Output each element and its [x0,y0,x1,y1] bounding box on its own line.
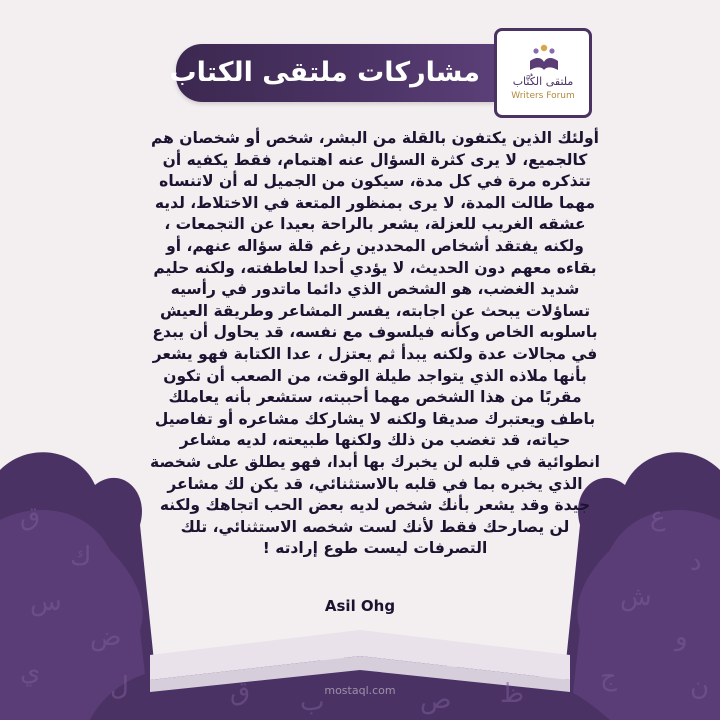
svg-text:ل: ل [110,672,129,702]
svg-text:ش: ش [620,582,652,612]
svg-text:ك: ك [70,542,92,572]
svg-text:ب: ب [300,687,325,717]
svg-text:س: س [30,587,62,617]
post-author: Asil Ohg [324,597,396,615]
svg-text:ق: ق [230,677,251,707]
logo-arabic-text: ملتقى الكُتَّاب [512,75,574,88]
post-body-text: أولئك الذين يكتفون بالقلة من البشر، شخص أو شخصان هم كالجميع، لا يرى كثرة السؤال عنه اهتمام، فقط يكفيه أن تتذكره مرة في كل مدة، سيكون من الجميل له أن لاتنساه مهما طالت المدة، لا يرى بمنظور المتعة في الاختلاط، لديه عشقه الغريب للعزلة، يشعر بالراحة بعيدا عن التجمعات ، ولكنه يفتقد أشخاص المحددين رغم قلة سؤاله عنهم، أو بقاءه معهم دون الحديث، لا يؤدي أحدا لعاطفته، ولكنه حليم شديد الغضب، هو الشخص الذي دائما ماتدور في رأسيه تساؤلات يبحث عن اجابته، يفسر المشاعر وطريقة العيش باسلوبه الخاص وكأنه فيلسوف مع نفسه، قد يحاول أن يبدع في مجالات عدة ولكنه يبدأ ثم يعتزل ، عدا الكتابة فهو يشعر بأنها ملاذه الذي يتواجد طيلة الوقت، من الصعب أن تكون مقربًا من هذا الشخص مهما أحببته، ستشعر بأنه يعاملك باطف ويعتبرك صديقا ولكنه لا يشاركك مشاعره أو تفاصيل حياته، قد تغضب من ذلك ولكنها طبيعته، لديه مشاعر انطوائية في قلبه لن يخبرك بها أبدا، فهو يطلق على شخصة الذي يخبره بما في قلبه بالاستثنائي، قد يكن لك مشاعر جيدة وقد يشعر بأنك شخص لديه بعض الحب اتجاهك ولكنه لن يصارحك فقط لأنك لست شخصه الاستثنائي، تلك التصرفات ليست طوع إرادته ! [150,129,600,558]
svg-text:د: د [690,547,702,577]
page-title: مشاركات ملتقى الكتاب [169,57,480,88]
svg-text:ن: ن [690,672,710,702]
svg-text:ض: ض [90,622,122,652]
svg-text:ق: ق [20,502,41,532]
svg-text:ج: ج [600,662,617,692]
svg-text:ي: ي [20,657,41,687]
writers-forum-logo [494,28,592,118]
svg-text:ع: ع [650,502,666,532]
svg-text:ظ: ظ [500,679,525,709]
open-book-people-icon [527,43,561,73]
logo-latin-text: Writers Forum [511,91,575,101]
site-watermark: mostaql.com [324,684,396,697]
title-banner [169,44,494,102]
svg-text:و: و [675,622,688,652]
svg-text:ص: ص [420,685,452,715]
